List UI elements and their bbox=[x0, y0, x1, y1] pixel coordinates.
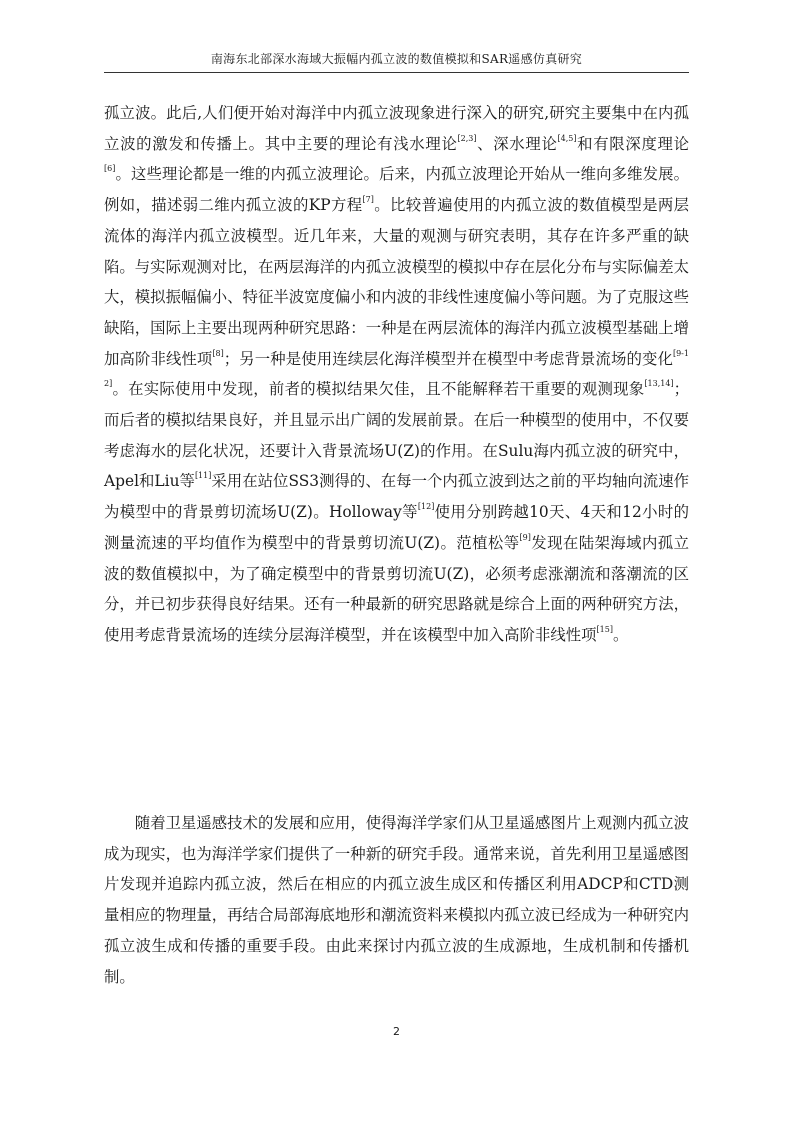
citation-reference: [8] bbox=[212, 348, 224, 358]
citation-reference: [15] bbox=[596, 624, 613, 634]
citation-reference: [9] bbox=[519, 532, 531, 542]
body-paragraph-2 bbox=[104, 808, 689, 992]
text-run: 发现在陆架海域内孤立波的数值模拟中，为了确定模型中的背景剪切流U(Z)，必须考虑涨潮流和落潮流的区分，并已初步获得良好结果。还有一种最新的研究思路就是综合上面的两种研究方法，使用考虑背景流场的连续分层海洋模型，并在该模型中加入高阶非线性项 bbox=[104, 533, 689, 644]
citation-reference: [4,5] bbox=[557, 133, 577, 143]
text-run: 。这些理论都是一维的内孤立波理论。后来，内孤立波理论开始从一维向多维发展。例如，描述弱二维内孤立波的KP方程 bbox=[104, 165, 689, 215]
citation-reference: [11] bbox=[194, 471, 212, 481]
body-paragraph-1 bbox=[104, 98, 689, 651]
citation-reference: [7] bbox=[362, 194, 374, 204]
text-run: 、深水理论 bbox=[476, 134, 558, 153]
text-run: ；而后者的模拟结果良好，并且显示出广阔的发展前景。在后一种模型的使用中，不仅要考虑海水的层化状况，还要计入背景流场U(Z)的作用。在Sulu海内孤立波的研究中，Apel和Liu等 bbox=[104, 380, 689, 491]
text-run: 。在实际使用中发现，前者的模拟结果欠佳，且不能解释若干重要的观测现象 bbox=[112, 380, 645, 399]
text-run: ；另一种是使用连续层化海洋模型并在模型中考虑背景流场的变化 bbox=[223, 349, 673, 368]
text-run: 随着卫星遥感技术的发展和应用，使得海洋学家们从卫星遥感图片上观测内孤立波成为现实，也为海洋学家们提供了一种新的研究手段。通常来说，首先利用卫星遥感图片发现并追踪内孤立波，然后在相应的内孤立波生成区和传播区利用ADCP和CTD测量相应的物理量，再结合局部海底地形和潮流资料来模拟内孤立波已经成为一种研究内孤立波生成和传播的重要手段。由此来探讨内孤立波的生成源地，生成机制和传播机制。 bbox=[104, 814, 689, 986]
text-run: 。比较普遍使用的内孤立波的数值模型是两层流体的海洋内孤立波模型。近几年来，大量的观测与研究表明，其存在许多严重的缺陷。与实际观测对比，在两层海洋的内孤立波模型的模拟中存在层化分布与实际偏差太大，模拟振幅偏小、特征半波宽度偏小和内波的非线性速度偏小等问题。为了克服这些缺陷，国际上主要出现两种研究思路：一种是在两层流体的海洋内孤立波模型基础上增加高阶非线性项 bbox=[104, 196, 689, 368]
text-run: 。 bbox=[612, 625, 629, 644]
text-run: 和有限深度理论 bbox=[576, 134, 689, 153]
header-divider bbox=[104, 72, 689, 73]
citation-reference: [6] bbox=[104, 164, 116, 174]
page-number: 2 bbox=[393, 1025, 400, 1038]
citation-reference: [13,14] bbox=[644, 379, 674, 389]
running-header: 南海东北部深水海域大振幅内孤立波的数值模拟和SAR遥感仿真研究 bbox=[210, 52, 583, 66]
text-run: 孤立波。此后,人们便开始对海洋中内孤立波现象进行深入的研究,研究主要集中在内孤立波的激发和传播上。其中主要的理论有浅水理论 bbox=[104, 104, 689, 153]
citation-reference: [9-12] bbox=[104, 348, 689, 389]
citation-reference: [12] bbox=[417, 502, 435, 512]
text-run: 采用在站位SS3测得的、在每一个内孤立波到达之前的平均轴向流速作为模型中的背景剪切流场U(Z)。Holloway等 bbox=[104, 472, 689, 522]
text-run: 使用分别跨越10天、4天和12小时的测量流速的平均值作为模型中的背景剪切流U(Z)。范植松等 bbox=[104, 503, 689, 552]
citation-reference: [2,3] bbox=[457, 133, 477, 143]
